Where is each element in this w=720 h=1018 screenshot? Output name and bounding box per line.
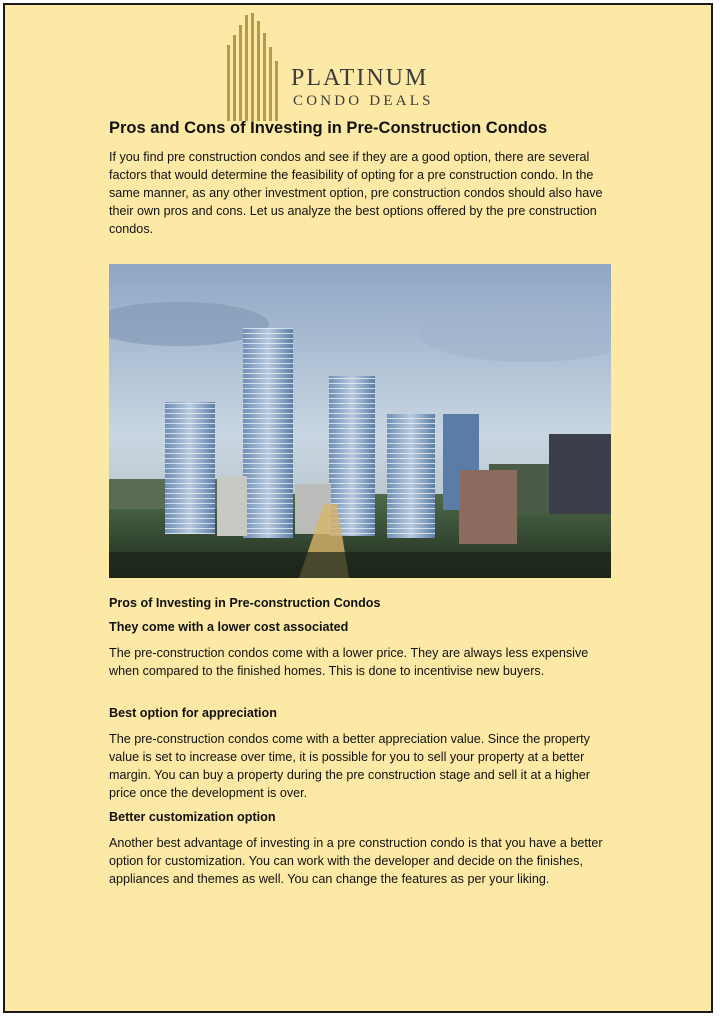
section-heading: They come with a lower cost associated	[109, 620, 349, 634]
document-page	[3, 3, 713, 1013]
section-heading: Best option for appreciation	[109, 706, 277, 720]
pros-heading: Pros of Investing in Pre-construction Condos	[109, 596, 381, 610]
section-paragraph: The pre-construction condos come with a better appreciation value. Since the property value is set to increase over time, it is possible for you to sell your property at a better margin. You can buy a property during the pre construction stage and sell it at a higher price once the development is over.	[109, 732, 590, 800]
brand-logo	[223, 11, 463, 123]
condo-towers-image	[109, 264, 611, 578]
section-paragraph: Another best advantage of investing in a pre construction condo is that you have a better option for customization. You can work with the developer and decide on the finishes, appliances and themes as well. You can change the features as per your liking.	[109, 836, 603, 886]
section-paragraph: The pre-construction condos come with a lower price. They are always less expensive when compared to the finished homes. This is done to incentivise new buyers.	[109, 646, 589, 678]
brand-name: PLATINUM	[291, 65, 429, 91]
section-heading: Better customization option	[109, 810, 276, 824]
intro-paragraph: If you find pre construction condos and see if they are a good option, there are several factors that would determine the feasibility of opting for a pre construction condo. In the same manner, as any other investment option, pre construction condos should also have their own pros and cons. Let us analyze the best options offered by the pre construction condos.	[109, 150, 603, 236]
article-title: Pros and Cons of Investing in Pre-Construction Condos	[109, 119, 548, 137]
article-body	[109, 119, 619, 888]
tower-logo-icon	[223, 11, 287, 123]
brand-tagline: CONDO DEALS	[293, 93, 434, 109]
